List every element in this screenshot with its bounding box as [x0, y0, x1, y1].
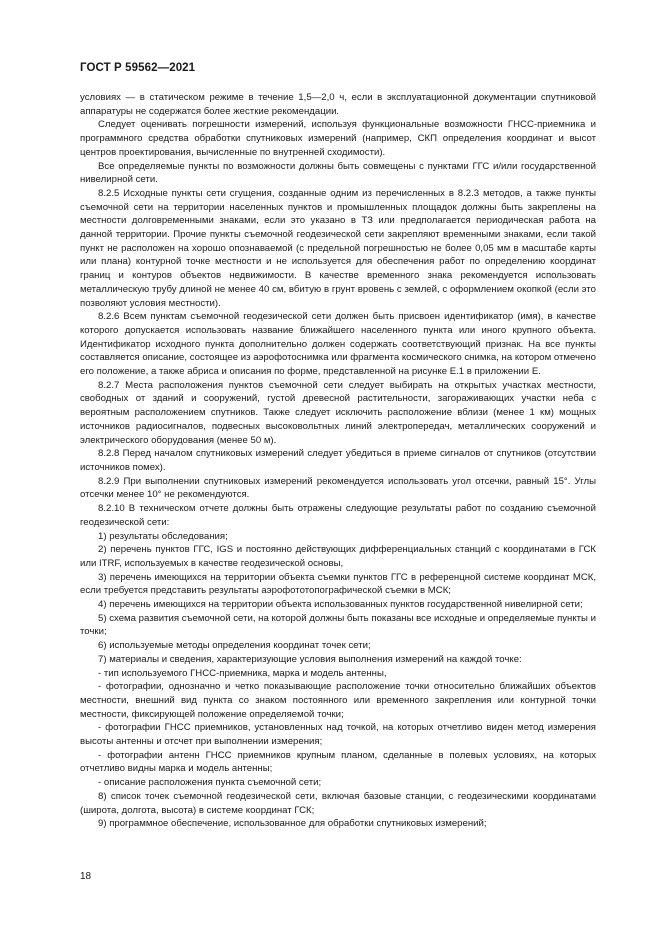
list-item-7: 7) материалы и сведения, характеризующие условия выполнения измерений на каждой точке: [98, 653, 522, 665]
sub-item-antenna-photos: - фотографии антенн ГНСС приемников крупным планом, сделанные в полевых условиях, на которых отчетливо видны марка и модель антенны; [80, 749, 596, 775]
sub-item-receiver-type: - тип используемого ГНСС-приемника, марка и модель антенны, [98, 667, 387, 679]
body-text [80, 91, 596, 831]
paragraph-1: Следует оценивать погрешности измерений, используя функциональные возможности ГНСС-приемника и программного средства обработки спутниковых измерений (например, СКП определения координат и высот центров проектирования, вычисленные по внутренней сходимости). [80, 119, 596, 158]
paragraph-8-2-5: 8.2.5 Исходные пункты сети сгущения, созданные одним из перечисленных в 8.2.3 методов, а также пункты съемочной сети на территории населенных пунктов и промышленных площадок должны быть закреплены на местности долговременными знаками, если это указано в ТЗ или предполагается периодическая работа на данной территории. Прочие пункты съемочной геодезической сети закрепляют временными знаками, если такой пункт не расположен на хорошо опознаваемой (с предельной погрешностью не более 0,05 мм в масштабе карты или плана) контурной точке местности и не используется для обеспечения работ по определению координат границ и контуров объектов недвижимости. В качестве временного знака рекомендуется использовать металлическую трубу длиной не менее 40 см, вбитую в грунт вровень с землей, с оформлением окопкой (если это позволяют условия местности). [80, 187, 596, 309]
page-number: 18 [80, 871, 92, 882]
list-item-1: 1) результаты обследования; [98, 530, 228, 542]
list-item-4: 4) перечень имеющихся на территории объекта использованных пунктов государственной нивелирной сети; [98, 599, 583, 611]
paragraph-8-2-9: 8.2.9 При выполнении спутниковых измерений рекомендуется использовать угол отсечки, равный 15°. Углы отсечки менее 10° не рекомендуются. [80, 475, 596, 501]
list-item-6: 6) используемые методы определения координат точек сети; [98, 640, 371, 652]
sub-item-receiver-photos: - фотографии ГНСС приемников, установленных над точкой, на которых отчетливо виден метод измерения высоты антенны и отсчет при выполнении измерения; [80, 722, 596, 748]
list-item-9: 9) программное обеспечение, использованное для обработки спутниковых измерений; [98, 818, 487, 830]
paragraph-8-2-8: 8.2.8 Перед началом спутниковых измерений следует убедиться в приеме сигналов от спутников (отсутствии источников помех). [80, 448, 596, 473]
list-item-5: 5) схема развития съемочной сети, на которой должны быть показаны все исходные и определяемые пункты и точки; [80, 612, 596, 638]
paragraph-8-2-10: 8.2.10 В техническом отчете должны быть отражены следующие результаты работ по созданию съемочной геодезической сети: [80, 503, 596, 528]
paragraph-0: условиях — в статическом режиме в течение 1,5—2,0 ч, если в эксплуатационной документации спутниковой аппаратуры не содержатся более жесткие рекомендации. [80, 92, 596, 117]
paragraph-2: Все определяемые пункты по возможности должны быть совмещены с пунктами ГГС и/или государственной нивелирной сети. [80, 160, 596, 186]
standard-header: ГОСТ Р 59562—2021 [80, 62, 196, 74]
list-item-8: 8) список точек съемочной геодезической сети, включая базовые станции, с геодезическими координатами (широта, долгота, высота) в системе координат ГСК; [80, 790, 596, 816]
sub-item-location-description: - описание расположения пункта съемочной сети; [98, 777, 322, 789]
sub-item-location-photos: - фотографии, однозначно и четко показывающие расположение точки относительно ближайших объектов местности, внешний вид пункта со знаком постоянного или временного закрепления или контурной точки местности, фиксирующей положение определяемой точки; [80, 681, 596, 720]
list-item-3: 3) перечень имеющихся на территории объекта съемки пунктов ГГС в референцной системе координат МСК, если требуется представить результаты аэрофототопографической съемки в МСК; [80, 571, 596, 597]
paragraph-8-2-6: 8.2.6 Всем пунктам съемочной геодезической сети должен быть присвоен идентификатор (имя), в качестве которого допускается использовать название ближайшего населенного пункта или иного крупного объекта. Идентификатор исходного пункта дополнительно должен содержать соответствующий признак. На все пункты составляется описание, состоящее из аэрофотоснимка или фрагмента космического снимка, на котором отмечено его положение, а также абриса и описания по форме, представленной на рисунке Е.1 в приложении Е. [80, 311, 596, 378]
paragraph-8-2-7: 8.2.7 Места расположения пунктов съемочной сети следует выбирать на открытых участках местности, свободных от зданий и сооружений, густой древесной растительности, загораживающих участки неба с вероятным расположением спутников. Также следует исключить расположение вблизи (менее 1 км) мощных источников радиосигналов, подвесных высоковольтных линий электропередач, металлических сооружений и электрического оборудования (менее 50 м). [80, 379, 596, 446]
list-item-2: 2) перечень пунктов ГГС, IGS и постоянно действующих дифференциальных станций с координатами в ГСК или ITRF, используемых в качестве геодезической основы, [80, 544, 596, 569]
